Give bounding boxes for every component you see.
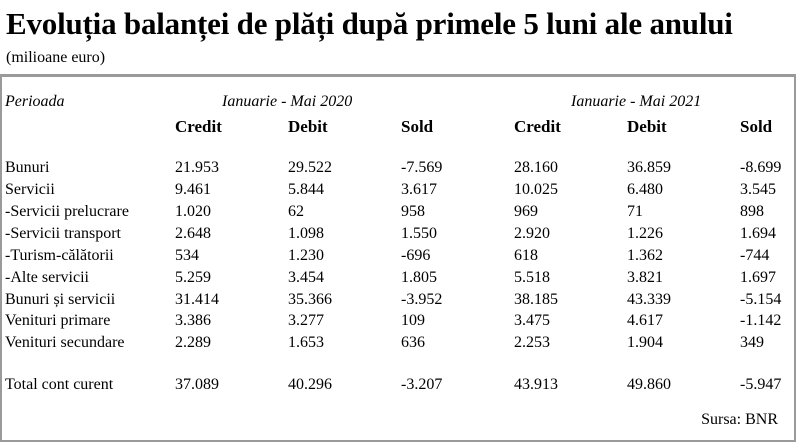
table-cell: 28.160 [514, 159, 558, 176]
table-cell: 43.339 [627, 291, 671, 308]
table-cell: 5.844 [288, 181, 324, 198]
table-cell: 349 [740, 334, 764, 351]
column-header: Debit [288, 117, 328, 136]
table-cell: 43.913 [514, 376, 558, 393]
table-cell: 4.617 [627, 312, 663, 329]
table-cell: 10.025 [514, 181, 558, 198]
table-cell: 1.020 [175, 203, 211, 220]
table-top-border [0, 74, 796, 77]
row-label: -Servicii prelucrare [5, 203, 129, 220]
period-label: Perioada [5, 93, 65, 110]
table-cell: 36.859 [627, 159, 671, 176]
table-cell: -696 [401, 247, 431, 264]
table-cell: 3.277 [288, 312, 324, 329]
table-cell: 1.226 [627, 225, 663, 242]
table-cell: 958 [401, 203, 425, 220]
table-cell: 898 [740, 203, 764, 220]
table-cell: 3.386 [175, 312, 211, 329]
table-cell: -7.569 [401, 159, 443, 176]
table-cell: 38.185 [514, 291, 558, 308]
source-note: Sursa: BNR [701, 411, 778, 428]
column-header: Credit [514, 117, 561, 136]
table-cell: 21.953 [175, 159, 219, 176]
table-cell: 62 [288, 203, 304, 220]
table-cell: 3.821 [627, 269, 663, 286]
table-cell: 40.296 [288, 376, 332, 393]
table-cell: 5.259 [175, 269, 211, 286]
table-cell: 1.362 [627, 247, 663, 264]
table-cell: 1.098 [288, 225, 324, 242]
row-label: Total cont curent [5, 376, 114, 393]
table-cell: 2.648 [175, 225, 211, 242]
table-cell: 1.805 [401, 269, 437, 286]
table-cell: 6.480 [627, 181, 663, 198]
row-label: Bunuri și servicii [5, 291, 116, 308]
table-cell: 1.550 [401, 225, 437, 242]
table-cell: 29.522 [288, 159, 332, 176]
table-cell: 2.253 [514, 334, 550, 351]
table-cell: 3.454 [288, 269, 324, 286]
table-cell: 3.545 [740, 181, 776, 198]
table-cell: 534 [175, 247, 199, 264]
column-header: Credit [175, 117, 222, 136]
table-cell: 71 [627, 203, 643, 220]
row-label: -Turism-călătorii [5, 247, 114, 264]
row-label: Bunuri [5, 159, 50, 176]
period-2021: Ianuarie - Mai 2021 [571, 93, 702, 110]
table-cell: -3.207 [401, 376, 443, 393]
row-label: Venituri secundare [5, 334, 125, 351]
table-cell: 1.230 [288, 247, 324, 264]
table-cell: 37.089 [175, 376, 219, 393]
table-cell: 1.694 [740, 225, 776, 242]
table-cell: 636 [401, 334, 425, 351]
table-cell: 9.461 [175, 181, 211, 198]
table-cell: -3.952 [401, 291, 443, 308]
row-label: Venituri primare [5, 312, 111, 329]
column-header: Debit [627, 117, 667, 136]
period-2020: Ianuarie - Mai 2020 [222, 93, 353, 110]
units-subtitle: (milioane euro) [6, 49, 106, 66]
table-cell: 618 [514, 247, 538, 264]
row-label: Servicii [5, 181, 55, 198]
table-cell: 969 [514, 203, 538, 220]
table-cell: 1.904 [627, 334, 663, 351]
table-cell: -5.154 [740, 291, 782, 308]
table-cell: 3.475 [514, 312, 550, 329]
table-cell: 5.518 [514, 269, 550, 286]
table-cell: 35.366 [288, 291, 332, 308]
table-frame [0, 74, 796, 442]
column-header: Sold [740, 117, 773, 136]
table-cell: 3.617 [401, 181, 437, 198]
row-label: -Alte servicii [5, 269, 89, 286]
table-cell: -5.947 [740, 376, 782, 393]
page-title: Evoluția balanței de plăți după primele 5 luni ale anului [6, 6, 733, 41]
table-cell: -1.142 [740, 312, 782, 329]
table-cell: 49.860 [627, 376, 671, 393]
table-cell: -8.699 [740, 159, 782, 176]
row-label: -Servicii transport [5, 225, 121, 242]
table-cell: 109 [401, 312, 425, 329]
column-header: Sold [401, 117, 434, 136]
table-cell: 2.920 [514, 225, 550, 242]
table-cell: 2.289 [175, 334, 211, 351]
table-cell: 31.414 [175, 291, 219, 308]
table-cell: -744 [740, 247, 770, 264]
table-cell: 1.697 [740, 269, 776, 286]
table-cell: 1.653 [288, 334, 324, 351]
